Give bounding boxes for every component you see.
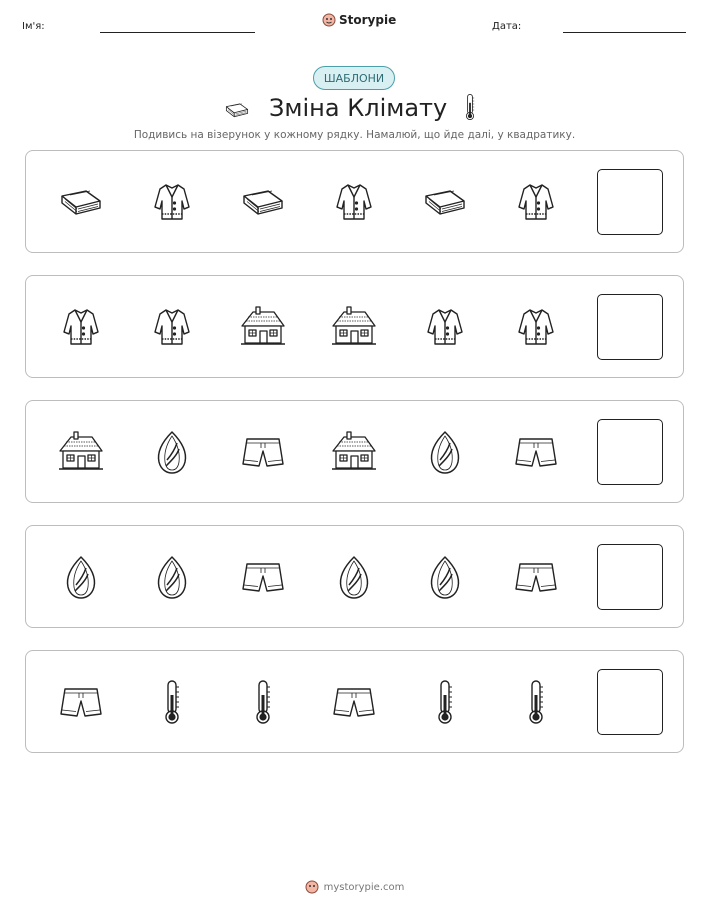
thermometer-icon <box>238 677 288 727</box>
instructions: Подивись на візерунок у кожному рядку. Намалюй, що йде далі, у квадратику. <box>133 129 576 141</box>
pattern-row <box>25 400 684 503</box>
answer-box[interactable] <box>597 294 663 360</box>
title-area <box>0 92 709 126</box>
shorts-icon <box>511 552 561 602</box>
house-icon <box>238 302 288 352</box>
answer-box[interactable] <box>597 544 663 610</box>
coat-icon <box>420 302 470 352</box>
brand-name: Storypie <box>339 13 397 27</box>
seed-icon <box>420 427 470 477</box>
answer-box[interactable] <box>597 669 663 735</box>
pattern-row <box>25 150 684 253</box>
coat-icon <box>147 177 197 227</box>
answer-box[interactable] <box>597 169 663 235</box>
coat-icon <box>56 302 106 352</box>
book-icon <box>56 177 106 227</box>
coat-icon <box>511 177 561 227</box>
shorts-icon <box>238 552 288 602</box>
coat-icon <box>329 177 379 227</box>
shorts-icon <box>329 677 379 727</box>
seed-icon <box>147 427 197 477</box>
pattern-row <box>25 525 684 628</box>
worksheet-type-badge: ШАБЛОНИ <box>313 66 395 90</box>
storypie-mascot-icon <box>305 880 319 894</box>
name-field-line[interactable] <box>100 32 255 33</box>
book-icon <box>238 177 288 227</box>
pattern-row <box>25 650 684 753</box>
date-label: Дата: <box>492 21 522 32</box>
title-book-icon <box>223 96 251 124</box>
answer-box[interactable] <box>597 419 663 485</box>
house-icon <box>329 427 379 477</box>
thermometer-icon <box>511 677 561 727</box>
shorts-icon <box>238 427 288 477</box>
shorts-icon <box>56 677 106 727</box>
footer <box>0 880 709 894</box>
storypie-mascot-icon <box>322 13 336 27</box>
coat-icon <box>511 302 561 352</box>
shorts-icon <box>511 427 561 477</box>
name-label: Ім'я: <box>22 21 45 32</box>
seed-icon <box>56 552 106 602</box>
coat-icon <box>147 302 197 352</box>
date-field-line[interactable] <box>563 32 686 33</box>
seed-icon <box>420 552 470 602</box>
seed-icon <box>329 552 379 602</box>
seed-icon <box>147 552 197 602</box>
footer-site: mystorypie.com <box>323 881 405 893</box>
page-title: Зміна Клімату <box>269 94 448 122</box>
thermometer-icon <box>420 677 470 727</box>
storypie-logo <box>322 13 396 27</box>
pattern-row <box>25 275 684 378</box>
house-icon <box>56 427 106 477</box>
house-icon <box>329 302 379 352</box>
thermometer-icon <box>147 677 197 727</box>
title-thermometer-icon <box>455 92 485 122</box>
book-icon <box>420 177 470 227</box>
